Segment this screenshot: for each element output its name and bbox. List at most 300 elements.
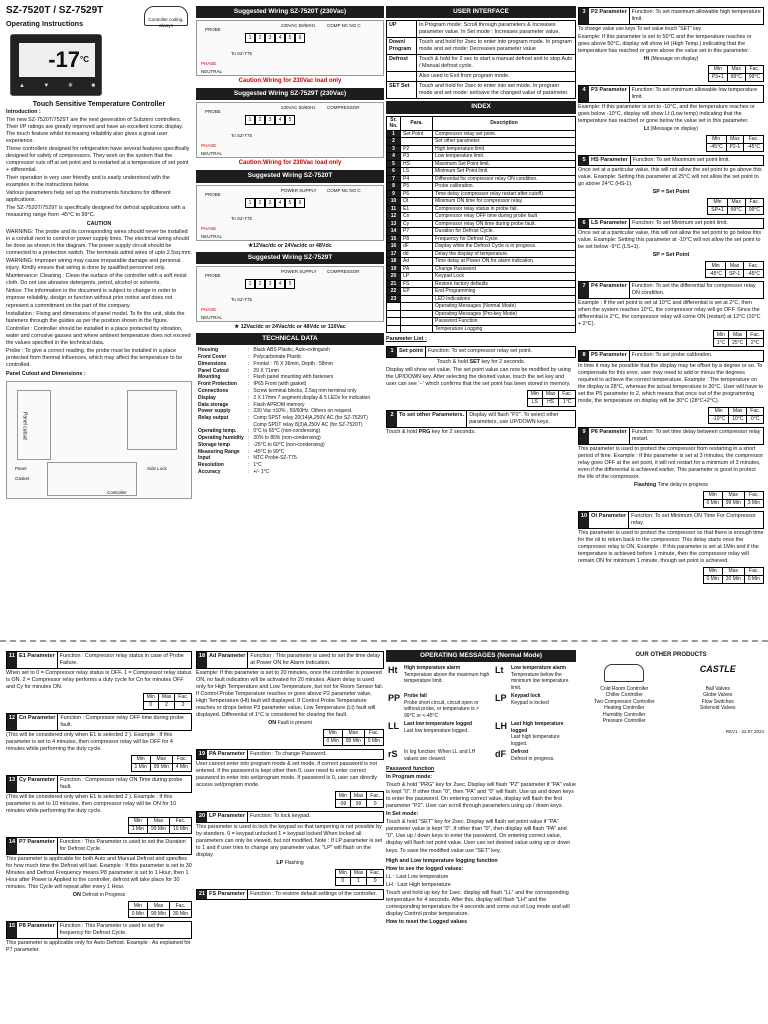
index-no: 21 [387, 280, 401, 288]
tech-row [196, 428, 384, 435]
tech-sep: : [248, 381, 250, 388]
param-block [578, 281, 764, 347]
range-cell: Fac. [745, 199, 763, 207]
tech-data-table [196, 347, 384, 476]
range-cell: Max [350, 792, 366, 800]
title-block [6, 4, 192, 30]
index-para [401, 325, 433, 333]
index-para: Set Point [401, 130, 433, 138]
ui-row [387, 82, 576, 99]
opmsg-text: Defrost in progress. [510, 755, 555, 762]
caution-para: Probe : To give a correct reading, the probe must be installed in a place protected from thermal influences, which may affect the temperature to be controlled. [6, 347, 183, 368]
index-no: 16 [387, 243, 401, 251]
pw-program-mode-title: In Program mode: [386, 774, 433, 781]
range-cell: Fac. [169, 902, 191, 910]
param-range-table [703, 567, 764, 584]
terminal: 6 [295, 33, 305, 43]
ui-desc: Touch and hold for 2sec to enter into program mode. In program mode and set mode: Decreases parameter value [417, 38, 576, 55]
wiring-title: Suggested Wiring SZ-7520T (230Vac) [196, 6, 384, 18]
caution-title: CAUTION [86, 221, 112, 228]
index-row [387, 310, 576, 318]
index-para: E1 [401, 205, 433, 213]
range-cell: Max [729, 331, 747, 339]
tech-key: Front Cover [198, 354, 227, 361]
param-function: Function : Compressor relay status in case of Probe Failure. [59, 653, 184, 667]
param-function: Function : This parameter is used to set the time delay at Power ON for Alarm Indication. [250, 653, 381, 667]
tech-key: Connections [198, 388, 229, 395]
index-desc: End Programming [433, 288, 576, 296]
index-no: 12 [387, 213, 401, 221]
range-cell: P3+1 [708, 73, 727, 81]
opmsg-code: dF [494, 749, 506, 760]
param-function: Function: To set minimum allowable low temperature limit. [631, 86, 758, 100]
param-box [578, 218, 764, 229]
param-box [578, 7, 764, 25]
opmsg-name: Low temperature alarm [510, 665, 566, 672]
param-description: When set to 0 = Compressor relay status is OFF. 1 = Compressor relay status is ON. 2 = Compressor relay performs a duty cycle for Cn for minutes OFF and Cy for minutes ON. [6, 670, 192, 691]
tech-row [196, 381, 384, 388]
neutral-label: NEUTRAL [201, 314, 223, 320]
range-cell: Fac. [747, 407, 764, 415]
param-box-set-point [386, 346, 576, 357]
opmsg-code: LP [494, 693, 507, 704]
pw-program-mode-text: Touch & hold "PRG" key for 2sec. Display will flash "P2" parameter if "PA" value is kept "0". If other than "0", then "PA" and "0" will flash. Use up and down keys to enter the password. On entering correct value, display will flash the first parameter "P2". User can scroll through parameters using up / down keys. [386, 782, 576, 810]
key-duration-text: key for 2 seconds. [431, 428, 476, 435]
range-cell: Min [709, 407, 729, 415]
index-desc: Temperature Logging [433, 325, 576, 333]
range-cell: Max [150, 756, 172, 764]
param-display-code [578, 482, 764, 489]
index-row [387, 295, 576, 303]
param-block [6, 921, 192, 954]
tech-value: 20% to 85% (non-condensing) [253, 435, 321, 442]
range-cell: 2 [175, 702, 192, 710]
range-cell: Max [350, 869, 366, 877]
ui-desc: In Program mode: Scroll through parameters & Increases parameter value. In Set mode : Increases parameter value. [417, 21, 576, 38]
index-desc: Change Password [433, 265, 576, 273]
tech-row [196, 347, 384, 354]
tech-row [196, 408, 384, 415]
gasket-label: Gasket [15, 475, 30, 481]
param-block [196, 749, 384, 808]
tech-sep: : [248, 401, 250, 408]
tech-value: Comp SPST relay 20(14)A,250V AC (for SZ-7529T) Comp SPDT relay 8(3)A,250V AC (for SZ-7520T) [253, 415, 368, 428]
index-header: Para. [401, 116, 433, 130]
range-cell: 99 Min [147, 826, 169, 834]
param-display-code [196, 720, 384, 727]
terminal: 1 [245, 198, 255, 208]
range-cell: Max [727, 199, 745, 207]
intro-title: Introduction : [6, 109, 41, 116]
param-block [6, 713, 192, 772]
index-para: P6 [401, 190, 433, 198]
supply-label: POWER SUPPLY [281, 187, 317, 193]
wiring-section [196, 252, 384, 331]
index-row [387, 303, 576, 311]
probe-label: PROBE [205, 109, 221, 115]
index-no [387, 303, 401, 311]
ui-key: UP [387, 21, 417, 38]
tech-key: Panel Cutout [198, 367, 229, 374]
brand-logo [144, 6, 188, 26]
terminal: 4 [275, 279, 285, 289]
product-item: Heating Controller [604, 705, 645, 712]
range-cell: Min [143, 694, 158, 702]
tech-sep: : [248, 428, 250, 435]
range-cell: Max [729, 407, 747, 415]
index-no: 15 [387, 235, 401, 243]
controller-label: Controller [107, 489, 127, 495]
caution-para: WARNING: Improper wiring may cause irreparable damage and personal injury. Kindly ensure that wiring is done by qualified personnel only. [6, 258, 181, 272]
tech-value: Screw terminal blocks, 2.5sq mm terminal only [253, 388, 357, 395]
param-block [578, 427, 764, 508]
range-row [335, 792, 383, 800]
tech-sep: : [248, 441, 250, 448]
range-row [128, 910, 191, 918]
range-cell: 0 Min [128, 910, 147, 918]
range-cell: 99°C [727, 73, 745, 81]
caution-para: Notice: The information in the document is subject to change in order to improve reliability, design or function without prior notice and does not represent a commitment on the part of the company. [6, 288, 177, 309]
range-cell: -45°C [744, 270, 764, 278]
param-range-table [143, 693, 192, 710]
param-number: 19 [197, 750, 207, 759]
index-no: 4 [387, 153, 401, 161]
touch-hold-text: Touch & hold [436, 358, 468, 365]
param-display-code [578, 56, 764, 63]
index-para: PA [401, 265, 433, 273]
param-name: Set point [397, 347, 426, 356]
index-para: P7 [401, 228, 433, 236]
ui-row [387, 21, 576, 38]
index-desc: Differential for compressor relay ON condition. [433, 175, 576, 183]
terminal-block [245, 198, 305, 208]
terminal-block [245, 115, 295, 125]
range-cell: 0 Min [703, 576, 722, 584]
range-row [706, 135, 763, 143]
param-range-table [128, 817, 192, 834]
tech-key: Operating humidity [198, 435, 244, 442]
param-number: 5 [579, 156, 589, 165]
param-range-table [705, 261, 764, 278]
phase-label: PHASE [201, 225, 217, 231]
range-cell: SP+1 [708, 207, 727, 215]
param-range-table [335, 791, 384, 808]
display-code: LP [276, 859, 284, 866]
range-row [128, 902, 191, 910]
range-row [143, 694, 191, 702]
range-cell: 1°C [559, 398, 576, 406]
param-number: 2 [387, 411, 397, 427]
param-description: This parameter is applicable for both Auto and Manual Defrost and specifies for how much time the Defrost will last. Example : If this parameter is set to 30 Minutes and Defrost Frequency means P8 parameter is set to 1 Hour, then 1 Hour after Power is Applied to the controller, defrost will take place for 30 minutes. This Cycle will repeat after every 1 Hour. [6, 856, 192, 891]
column-operating-messages [386, 648, 576, 1024]
tech-sep: : [248, 354, 250, 361]
param-name: To set other Parameters. [397, 411, 467, 427]
range-cell: Max [722, 491, 744, 499]
param-function: Function : To change Password. [250, 751, 327, 758]
param-box [6, 775, 192, 793]
panel-cutout-diagram [6, 381, 192, 499]
param-name: P4 Parameter [589, 282, 630, 298]
range-cell: 0 Min [703, 499, 722, 507]
param-display-code [6, 892, 192, 899]
column-parameters-b2 [196, 648, 384, 1024]
phase-label: PHASE [201, 61, 217, 67]
param-number: 21 [197, 890, 207, 899]
range-row [527, 398, 575, 406]
param-description: (This will be considered only when E1 is selected 2 ). Example : If this parameter is set to 10 minutes, then compressor relay will be ON for 10 minutes while performing the duty cycle. [6, 794, 177, 815]
param-range-table [708, 407, 764, 424]
param-block [6, 651, 192, 710]
tech-row [196, 442, 384, 449]
range-cell: Min [708, 199, 727, 207]
range-cell: -45°C [744, 143, 764, 151]
range-cell: Fac. [744, 135, 764, 143]
param-box [6, 713, 192, 731]
castle-logo: CASTLE [699, 663, 736, 674]
range-cell: 1 Min [128, 826, 147, 834]
tech-key: Dimensions [198, 360, 227, 367]
pw-set-mode-text: Touch & hold "SET" key for 2sec. Display will flash set point value if "PA" parameter value is kept "0". If other than "0", then display will flash "PA" and "0". Use up / down keys to enter the password. On entering correct value, display will flash set point value. User can set desired value using up or down keys. To save the modified value use "SET" key. [386, 819, 571, 854]
param-name: FS Parameter [207, 890, 248, 899]
column-parameters [578, 4, 764, 640]
param-description: User cannot enter into program mode & set mode, if correct password is not entered. If the password is kept other then 0, user need to enter correct password to enter into set/program mode. If password is 0, user can directly access set/program mode. [196, 761, 377, 789]
param-number: 3 [579, 8, 589, 24]
range-cell: Max [726, 135, 744, 143]
comp-label: COMPRESSOR [327, 268, 360, 274]
param-function: Function: To set time delay between compressor relay restart. [631, 428, 761, 442]
opmsg-text: Probe short circuit, circuit open or without probe, or temperature is > 99°C or <-45°C [404, 699, 479, 719]
tech-value: 1°C [253, 462, 262, 469]
other-products-title: OUR OTHER PRODUCTS [635, 652, 707, 658]
display-readout [19, 43, 95, 77]
tech-value: IP65 Front (with gasket) [253, 381, 307, 388]
index-desc: Password Function [433, 318, 576, 326]
index-para: dd [401, 250, 433, 258]
display-code: Lt [643, 125, 650, 132]
ui-key: Down/ Program [387, 38, 417, 55]
param-box [578, 155, 764, 166]
set-point-description: Display will show set value. The set point value can now be modified by using the UP/DOWN key. After selecting the desired value, touch the set key and user can see '--' which confirms that the set point has been stored in memory. [386, 366, 571, 387]
manual-back-side [0, 644, 768, 1024]
column-intro [6, 4, 192, 640]
param-block [6, 775, 192, 834]
range-cell: 10°C [729, 415, 747, 423]
opmsg-name: High temperature alarm [404, 665, 461, 672]
param-function: Function : This Parameter is used to set the frequency for Defrost Cycle. [59, 923, 164, 937]
param-range-table [128, 901, 192, 918]
tech-row [196, 395, 384, 402]
tech-row [196, 455, 384, 462]
param-instruction: To change value use keys To set value touch "SET" key [578, 26, 701, 33]
tech-row [196, 462, 384, 469]
range-cell: Max [727, 65, 745, 73]
terminal: 3 [265, 115, 275, 125]
param-name: PA Parameter [207, 750, 248, 759]
wiring-title: Suggested Wiring SZ-7529T (230Vac) [196, 88, 384, 100]
param-number: 18 [197, 652, 207, 668]
range-cell: Fac. [744, 491, 763, 499]
param-display-code [578, 126, 764, 133]
range-cell: Min [323, 730, 342, 738]
index-row [387, 160, 576, 168]
tech-value: Flush panel mounting with fasteners [253, 374, 334, 381]
range-cell: Fac. [745, 65, 763, 73]
param-description: This parameter is used to protect the compressor so that there is enough time for the oil to return back to the compressor. This delay starts once the compressor relay is ON. Example : If this parameter is set at 1Min and if the temperature is achieved before 1 minute, then the compressor relay will remain ON for minimum 1 minute, though set point is achieved. [578, 529, 764, 565]
opmsg-text: Last high temperature logged. [510, 734, 560, 747]
log-ll: LL : Last Low temperature [386, 873, 449, 880]
intro-para: The SZ-7520T/7529T is specifically designed for defrost applications with a measuring range from -45°C to 99°C. [6, 205, 186, 219]
index-para: Cy [401, 220, 433, 228]
range-row [708, 73, 763, 81]
index-row [387, 325, 576, 333]
param-range-table [335, 869, 384, 886]
ui-row [387, 55, 576, 72]
index-para: FS [401, 280, 433, 288]
tech-value: -25°C to 60°C (non-condensing) [253, 441, 325, 448]
range-cell: Max [726, 262, 744, 270]
index-desc: Compressor relay set point. [433, 130, 576, 138]
tech-value: 0°C to 65°C (non-condensing) [253, 428, 321, 435]
index-row [387, 280, 576, 288]
terminal: 1 [245, 33, 255, 43]
param-block [6, 837, 192, 918]
index-row [387, 265, 576, 273]
index-desc: Operating Messages (Pro-key Mode) [433, 310, 576, 318]
param-description: This parameter is used to protect the compressor from restarting in a short period of time. Example : If this parameter is set at 3 minutes, the compressor relay goes OFF at the set point, it will not restart for a minimum of 3 minutes, even if the differential is achieved earlier. This parameter is good to protect the life of the compressor. [578, 445, 764, 480]
ui-key: Defrost [387, 55, 417, 72]
param-description: Example: If this parameter is set to 20 minutes, once the controller is powered ON, no fault indication will be activated for 20 minutes. Alarm delay is used only for High Temperature and Low Temperature, but not for Room Sensor fail. If Control Probe Temperature reaches or goes above P2 parameter value, High Temperature (Ht) fault will displayed. If Control Probe Temperature reaches or drops below P3 parameter value, Low Temperature (Lt) fault will displayed. Differential of 1°C is considered for clearing the fault. [196, 670, 384, 719]
display-message: Defrost in Progress [82, 892, 126, 899]
opmsg-code: LH [494, 721, 507, 732]
param-box [578, 85, 764, 103]
index-no: 18 [387, 258, 401, 266]
index-no: 20 [387, 273, 401, 281]
terminal-block [245, 33, 305, 43]
range-row [703, 576, 763, 584]
terminal: 4 [275, 115, 285, 125]
index-para: EP [401, 288, 433, 296]
param-block [578, 85, 764, 152]
tech-row [196, 449, 384, 456]
tech-key: Front Protection [198, 381, 237, 388]
param-block [578, 350, 764, 423]
index-desc: Time delay (compressor relay restart after cutoff) [433, 190, 576, 198]
param-name: Ot Parameter [589, 512, 629, 528]
index-desc: Probe calibration. [433, 183, 576, 191]
opmsg-desc [402, 692, 493, 720]
tech-key: Measuring Range [198, 448, 240, 455]
param-box [196, 889, 384, 900]
param-range-table [703, 491, 764, 508]
tech-sep: : [248, 415, 250, 422]
index-desc: Maximum Set Point limit. [433, 160, 576, 168]
index-row [387, 205, 576, 213]
range-cell: LS [527, 398, 542, 406]
param-function: Function: To set compressor relay set point. [427, 348, 533, 355]
range-row [703, 499, 763, 507]
range-cell: 0 [335, 877, 350, 885]
index-no: 17 [387, 250, 401, 258]
range-cell: 1 [350, 877, 366, 885]
index-row [387, 190, 576, 198]
index-row [387, 183, 576, 191]
index-no [387, 318, 401, 326]
wiring-section [196, 88, 384, 168]
range-cell: -45°C [706, 270, 726, 278]
index-para [401, 303, 433, 311]
ui-key [387, 72, 417, 82]
param-function: Function: To set maximum allowable high temperature limit. [631, 9, 761, 23]
range-cell: 0 Min [364, 738, 383, 746]
param-function: Function : This Parameter is used to set the Duration for Defrost Cycle. [59, 839, 186, 853]
tech-sep: : [248, 435, 250, 442]
comp-label: COMPRESSOR [327, 105, 360, 111]
wiring-caution: Caution:Wiring for 230Vac load only [238, 160, 342, 167]
range-row [708, 207, 764, 215]
product-logos [578, 664, 764, 682]
range-cell: 0 [367, 800, 384, 808]
range-cell: Fac. [364, 730, 383, 738]
range-cell: 99 Min [722, 499, 744, 507]
tech-sep: : [248, 408, 250, 415]
param-name: P8 Parameter [17, 922, 58, 938]
parameter-list-title: Parameter List : [386, 336, 427, 343]
tech-key: Resolution [198, 462, 224, 469]
index-row [387, 288, 576, 296]
tech-sep: : [248, 374, 250, 381]
terminal: 2 [255, 33, 265, 43]
prg-key-label: PRG [418, 428, 431, 435]
range-row [713, 339, 763, 347]
param-display-code [196, 860, 384, 867]
param-description: This parameter is applicable only for Auto Defrost. Example : As explained for P7 parameter. [6, 940, 191, 954]
opmsg-desc [509, 692, 576, 720]
param-range-table [708, 65, 764, 82]
display-value: -17 [48, 47, 81, 72]
display-message: Fault is present [277, 720, 312, 727]
range-row [709, 407, 764, 415]
index-row [387, 220, 576, 228]
panel-label: Panel [15, 465, 27, 471]
logging-title: High and Low temperature logging function [386, 857, 498, 864]
index-para [401, 295, 433, 303]
tech-value: 29 X 71mm [253, 367, 279, 374]
wiring-diagram [196, 266, 384, 322]
param-number: 6 [579, 219, 589, 228]
caution-para: Controller : Controller should be installed in a place protected by vibration, water and corrosive gasses and where ambient temperature does not exceed the values specified in the technical data. [6, 325, 191, 346]
log-how-to-reset: How to reset the Logged values [386, 918, 468, 925]
index-desc: Low temperature limit. [433, 153, 576, 161]
param-box [578, 281, 764, 299]
index-desc: Compressor relay ON time during probe fault. [433, 220, 576, 228]
range-cell: 99°C [745, 73, 763, 81]
index-no: 8 [387, 183, 401, 191]
caution-para: WARNING: The probe and its corresponding wires should never be installed in a conduit next to control or power supply lines. The electrical wiring should be done as shown in the diagram. The power supply circuit should be connected to a protection switch. The terminals admit wires of upto 2.5sq.mm. [6, 229, 192, 257]
opmsg-code: PP [388, 693, 401, 704]
range-cell: 25°C [729, 339, 747, 347]
range-cell: -45°C [706, 143, 726, 151]
param-box [578, 350, 764, 361]
tech-sep: : [248, 462, 250, 469]
index-desc: Duration for Defrost Cycle. [433, 228, 576, 236]
index-no: 2 [387, 138, 401, 146]
index-no: 3 [387, 145, 401, 153]
wiring-note: ★12Vac/dc or 24Vac/dc or 48Vdc [248, 242, 332, 249]
terminal: 6 [295, 198, 305, 208]
opmsg-name: Probe fail [404, 693, 427, 700]
param-block [578, 511, 764, 584]
comp-label: COMP NC NO C [327, 23, 361, 29]
